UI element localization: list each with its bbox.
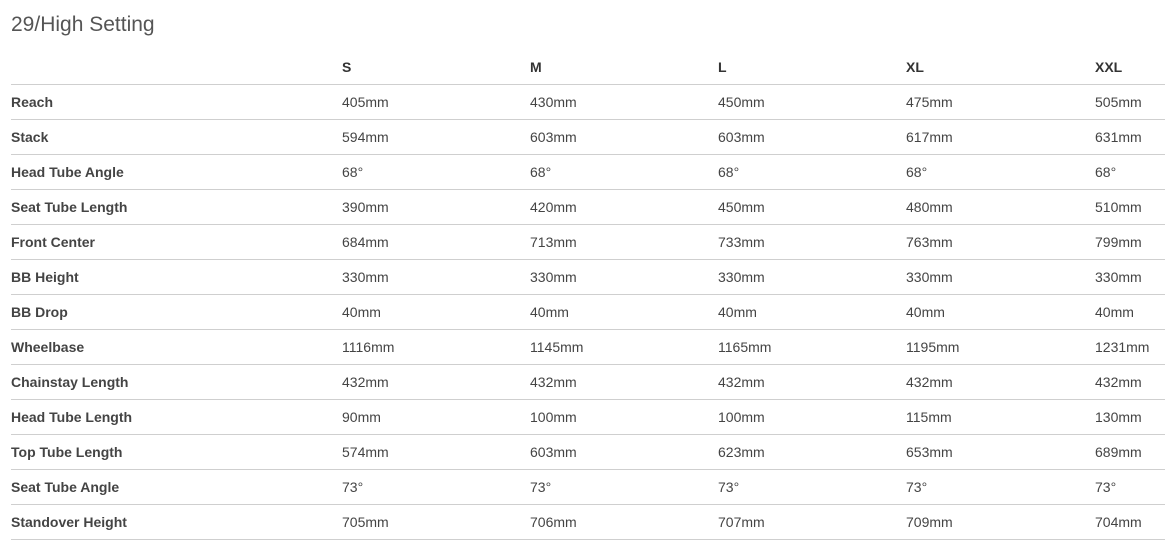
cell-l: 432mm	[718, 365, 906, 400]
table-header-row	[11, 50, 1165, 85]
cell-m: 68°	[530, 155, 718, 190]
cell-xl: 763mm	[906, 225, 1095, 260]
cell-xl: 475mm	[906, 85, 1095, 120]
row-label: Standover Height	[11, 505, 342, 540]
row-label: BB Height	[11, 260, 342, 295]
row-label: Top Tube Length	[11, 435, 342, 470]
cell-m: 603mm	[530, 435, 718, 470]
cell-xl: 617mm	[906, 120, 1095, 155]
table-row	[11, 435, 1165, 470]
cell-s: 68°	[342, 155, 530, 190]
cell-l: 40mm	[718, 295, 906, 330]
row-label: Seat Tube Length	[11, 190, 342, 225]
cell-xxl: 689mm	[1095, 435, 1165, 470]
header-cell-m: M	[530, 50, 718, 85]
cell-xxl: 130mm	[1095, 400, 1165, 435]
cell-s: 594mm	[342, 120, 530, 155]
table-row	[11, 85, 1165, 120]
cell-xxl: 68°	[1095, 155, 1165, 190]
cell-xl: 115mm	[906, 400, 1095, 435]
cell-s: 40mm	[342, 295, 530, 330]
header-cell-l: L	[718, 50, 906, 85]
row-label: Head Tube Length	[11, 400, 342, 435]
cell-xl: 1195mm	[906, 330, 1095, 365]
cell-l: 68°	[718, 155, 906, 190]
cell-s: 330mm	[342, 260, 530, 295]
cell-m: 420mm	[530, 190, 718, 225]
table-row	[11, 155, 1165, 190]
cell-xl: 40mm	[906, 295, 1095, 330]
row-label: Front Center	[11, 225, 342, 260]
row-label: Reach	[11, 85, 342, 120]
cell-s: 432mm	[342, 365, 530, 400]
cell-l: 450mm	[718, 85, 906, 120]
cell-l: 733mm	[718, 225, 906, 260]
cell-xl: 432mm	[906, 365, 1095, 400]
cell-m: 603mm	[530, 120, 718, 155]
cell-xxl: 73°	[1095, 470, 1165, 505]
cell-xl: 330mm	[906, 260, 1095, 295]
cell-xxl: 704mm	[1095, 505, 1165, 540]
cell-s: 405mm	[342, 85, 530, 120]
cell-xxl: 330mm	[1095, 260, 1165, 295]
cell-m: 1145mm	[530, 330, 718, 365]
cell-s: 73°	[342, 470, 530, 505]
geometry-table	[11, 50, 1165, 540]
cell-m: 73°	[530, 470, 718, 505]
cell-xxl: 505mm	[1095, 85, 1165, 120]
cell-xxl: 631mm	[1095, 120, 1165, 155]
cell-l: 450mm	[718, 190, 906, 225]
table-row	[11, 400, 1165, 435]
row-label: Seat Tube Angle	[11, 470, 342, 505]
cell-l: 73°	[718, 470, 906, 505]
row-label: BB Drop	[11, 295, 342, 330]
cell-xxl: 432mm	[1095, 365, 1165, 400]
cell-l: 1165mm	[718, 330, 906, 365]
page-title: 29/High Setting	[11, 13, 155, 36]
header-cell-xl: XL	[906, 50, 1095, 85]
row-label: Stack	[11, 120, 342, 155]
cell-xl: 480mm	[906, 190, 1095, 225]
cell-m: 330mm	[530, 260, 718, 295]
table-row	[11, 225, 1165, 260]
cell-xxl: 510mm	[1095, 190, 1165, 225]
cell-m: 40mm	[530, 295, 718, 330]
cell-s: 390mm	[342, 190, 530, 225]
cell-s: 90mm	[342, 400, 530, 435]
cell-s: 1116mm	[342, 330, 530, 365]
cell-l: 623mm	[718, 435, 906, 470]
cell-s: 705mm	[342, 505, 530, 540]
cell-l: 707mm	[718, 505, 906, 540]
table-body	[11, 85, 1165, 540]
table-row	[11, 295, 1165, 330]
row-label: Head Tube Angle	[11, 155, 342, 190]
table-row	[11, 190, 1165, 225]
cell-m: 706mm	[530, 505, 718, 540]
cell-m: 432mm	[530, 365, 718, 400]
header-cell-s: S	[342, 50, 530, 85]
table-row	[11, 505, 1165, 540]
table-row	[11, 365, 1165, 400]
cell-m: 430mm	[530, 85, 718, 120]
table-row	[11, 330, 1165, 365]
header-cell-xxl: XXL	[1095, 50, 1165, 85]
row-label: Wheelbase	[11, 330, 342, 365]
cell-xxl: 40mm	[1095, 295, 1165, 330]
cell-xl: 73°	[906, 470, 1095, 505]
cell-xxl: 799mm	[1095, 225, 1165, 260]
table-row	[11, 470, 1165, 505]
cell-l: 330mm	[718, 260, 906, 295]
cell-xl: 68°	[906, 155, 1095, 190]
table-row	[11, 120, 1165, 155]
cell-s: 684mm	[342, 225, 530, 260]
cell-s: 574mm	[342, 435, 530, 470]
cell-l: 603mm	[718, 120, 906, 155]
cell-m: 100mm	[530, 400, 718, 435]
row-label: Chainstay Length	[11, 365, 342, 400]
cell-xxl: 1231mm	[1095, 330, 1165, 365]
header-cell-blank	[11, 50, 342, 85]
cell-l: 100mm	[718, 400, 906, 435]
cell-xl: 709mm	[906, 505, 1095, 540]
table-row	[11, 260, 1165, 295]
cell-m: 713mm	[530, 225, 718, 260]
cell-xl: 653mm	[906, 435, 1095, 470]
